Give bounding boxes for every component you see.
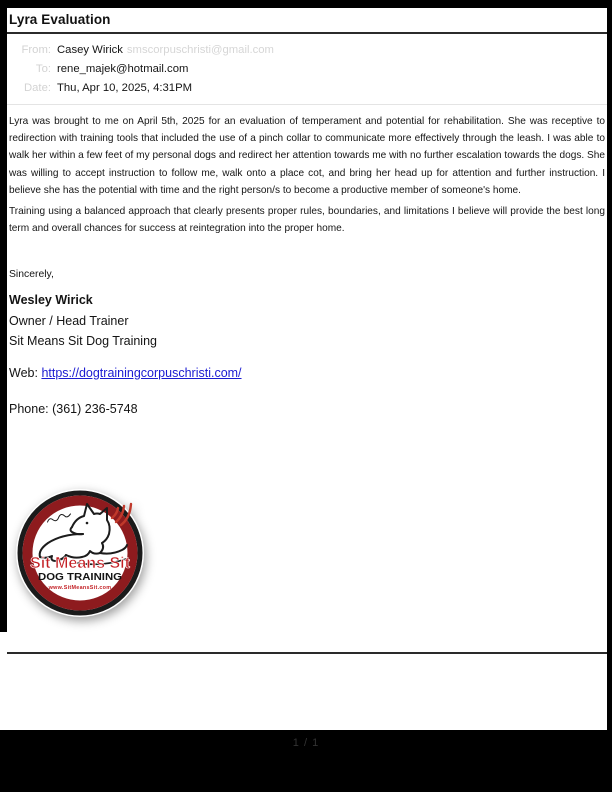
phone-value: (361) 236-5748 bbox=[52, 401, 138, 416]
body-paragraph-1: Lyra was brought to me on April 5th, 2025 for an evaluation of temperament and potential for rehabilitation. She was receptive to redirection with training tools that included the use of a pinch collar to communicate more effectively through the leash. I was able to walk her within a few feet of my personal dogs and redirect her attention towards me with no further escalation towards the dogs. She was willing to accept instruction to follow me, walk onto a place cot, and bring her head up for attention and further instruction. I believe she has the potential with time and the right person/s to become a productive member of someone's home. bbox=[9, 116, 605, 196]
email-body bbox=[9, 113, 605, 237]
web-label: Web: bbox=[9, 365, 38, 380]
page-indicator: 1 / 1 bbox=[292, 737, 320, 749]
to-label: To: bbox=[35, 63, 51, 75]
phone-label: Phone: bbox=[9, 401, 49, 416]
sit-means-sit-logo bbox=[14, 487, 146, 619]
from-email-address: smscorpuschristi@gmail.com bbox=[126, 44, 274, 56]
header-row-date bbox=[7, 79, 607, 98]
logo-text-url: www.SitMeansSit.com bbox=[48, 585, 112, 591]
signature-company: Sit Means Sit Dog Training bbox=[9, 334, 157, 349]
signature-block bbox=[9, 290, 605, 352]
from-name: Casey Wirick bbox=[57, 44, 123, 56]
phone-line bbox=[9, 402, 605, 416]
sit-means-sit-logo-image bbox=[14, 487, 146, 619]
document-page bbox=[7, 8, 607, 730]
logo-text-secondary: DOG TRAINING bbox=[38, 572, 123, 583]
body-paragraph-2: Training using a balanced approach that clearly presents proper rules, boundaries, and limitations I believe will provide the best long term and overall chances for success at reintegration into the proper home. bbox=[9, 206, 605, 235]
date-value: Thu, Apr 10, 2025, 4:31PM bbox=[57, 82, 193, 94]
viewer-footer-bar bbox=[0, 730, 612, 792]
dog-eye bbox=[86, 522, 89, 525]
signature-title: Owner / Head Trainer bbox=[9, 313, 129, 328]
to-email-address: rene_majek@hotmail.com bbox=[57, 63, 189, 75]
email-header-block bbox=[7, 34, 607, 105]
from-label: From: bbox=[21, 44, 51, 56]
header-row-from bbox=[7, 41, 607, 60]
end-of-content-divider bbox=[0, 652, 607, 654]
web-line bbox=[9, 366, 605, 380]
page-edge-artifact bbox=[0, 632, 7, 730]
logo-text-primary: Sit Means Sit bbox=[30, 555, 131, 572]
header-row-to bbox=[7, 60, 607, 79]
date-label: Date: bbox=[23, 82, 51, 94]
closing-line: Sincerely, bbox=[9, 269, 54, 281]
signature-name: Wesley Wirick bbox=[9, 293, 93, 308]
email-subject-title: Lyra Evaluation bbox=[7, 8, 607, 34]
website-link[interactable]: https://dogtrainingcorpuschristi.com/ bbox=[41, 365, 242, 380]
